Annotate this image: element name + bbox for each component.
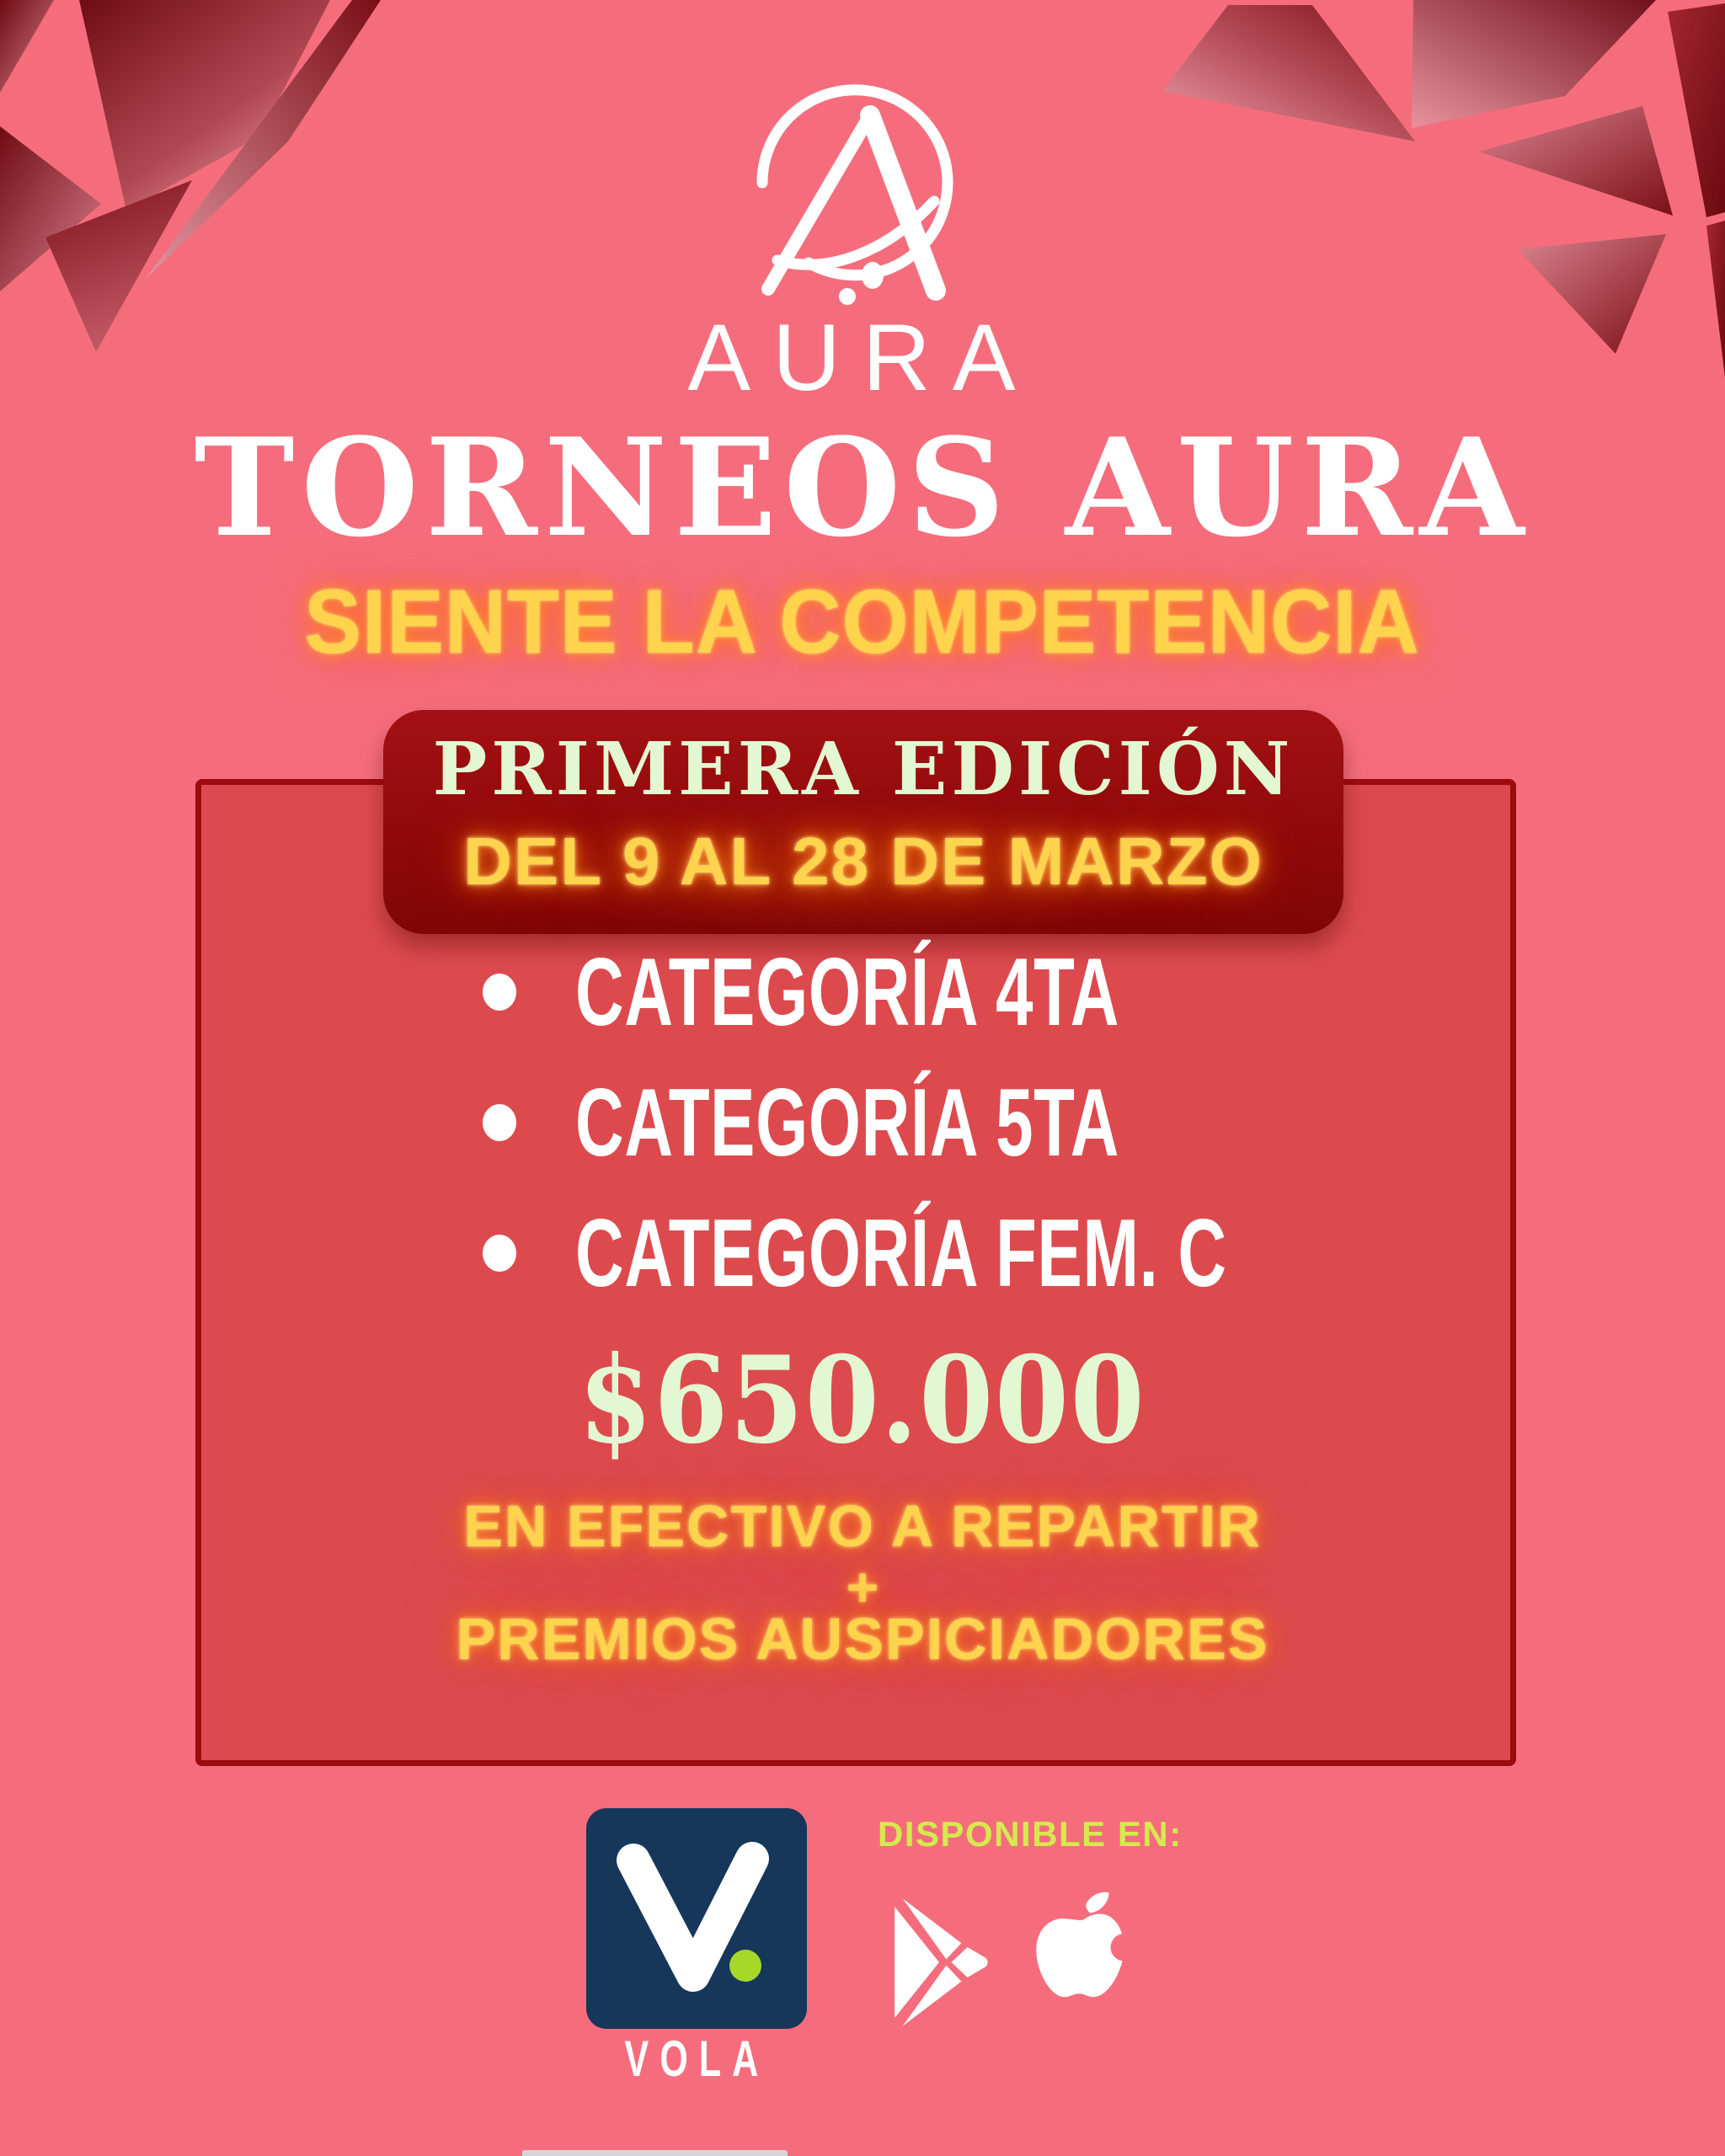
- prize-plus: +: [846, 1556, 879, 1618]
- bottom-cutoff-element: [522, 2150, 788, 2156]
- poster-tagline-text: SIENTE LA COMPETENCIA: [304, 570, 1421, 672]
- prize-line1: EN EFECTIVO A REPARTIR: [463, 1493, 1262, 1559]
- aura-logo-icon: [754, 63, 973, 316]
- bullet-icon: [483, 1235, 516, 1272]
- category-row: [483, 1199, 1506, 1307]
- category-label: CATEGORÍA FEM. C: [575, 1199, 1227, 1307]
- apple-icon: [1032, 1888, 1135, 2027]
- google-play-icon: [889, 1895, 990, 2030]
- available-label: DISPONIBLE EN:: [878, 1814, 1183, 1854]
- poster-title: TORNEOS AURA: [194, 408, 1531, 567]
- category-row: [483, 1069, 1353, 1177]
- vola-app-icon: [586, 1808, 807, 2029]
- category-label: CATEGORÍA 4TA: [575, 938, 1120, 1046]
- edition-title: PRIMERA EDICIÓN: [432, 727, 1295, 812]
- category-label: CATEGORÍA 5TA: [575, 1069, 1120, 1177]
- aura-wordmark: AURA: [687, 305, 1038, 410]
- vola-v-icon: [586, 1808, 807, 2029]
- edition-dates: DEL 9 AL 28 DE MARZO: [463, 824, 1263, 899]
- vola-app-name-text: VOLA: [624, 2031, 769, 2087]
- prize-amount: [0, 1331, 1725, 1470]
- bullet-icon: [483, 1104, 516, 1141]
- bullet-icon: [483, 974, 516, 1011]
- vola-app-name: [586, 2030, 807, 2088]
- category-row: [483, 938, 1353, 1046]
- poster-tagline: [0, 568, 1725, 674]
- prize-amount-text: $650.000: [579, 1331, 1146, 1470]
- prize-line2: PREMIOS AUSPICIADORES: [456, 1606, 1269, 1672]
- edition-box: [383, 710, 1343, 934]
